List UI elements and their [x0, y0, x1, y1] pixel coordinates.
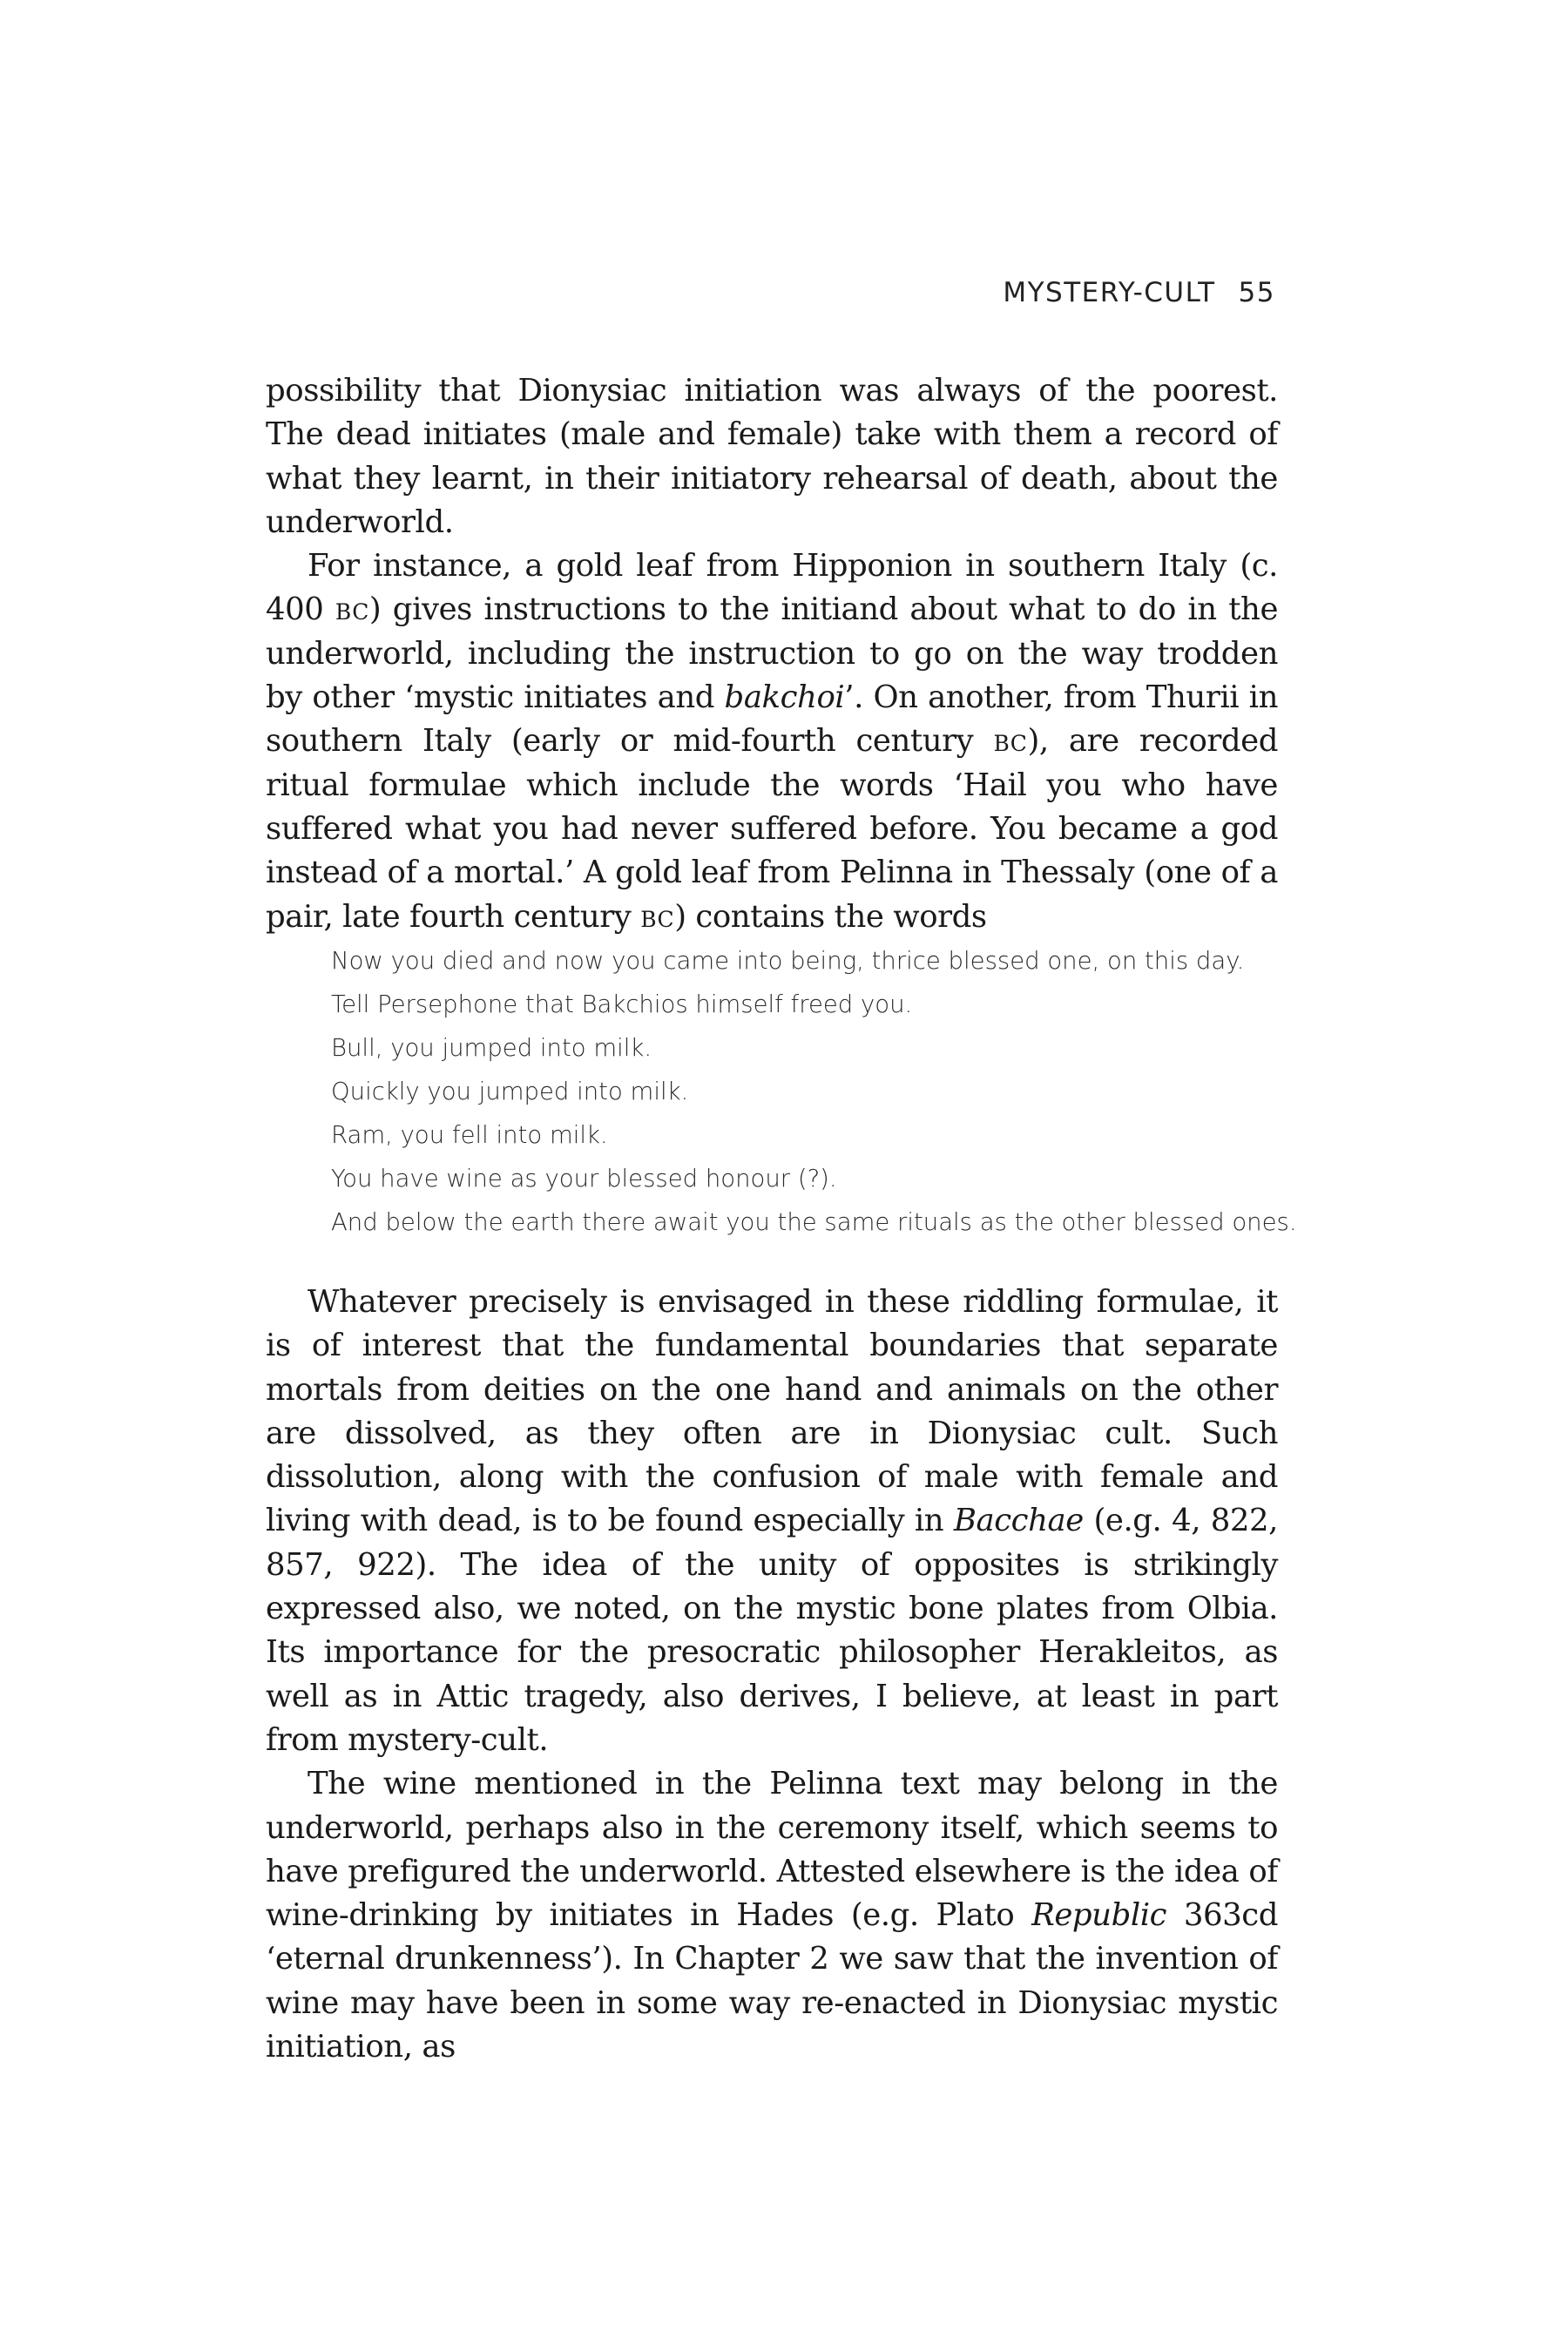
page-number: 55 — [1238, 277, 1275, 308]
chapter-title: MYSTERY-CULT — [1003, 277, 1216, 308]
text-run: For instance, a gold leaf from Hipponion in southern Italy (c. 400 — [266, 548, 1278, 628]
quote-line: Ram, you fell into milk. — [331, 1121, 608, 1149]
text-run: (e.g. 4, 822, 857, 922). The idea of the unity of opposites is strikingly expressed also, we noted, on the mystic bone plates from Olbia. Its importance for the presocratic philosopher Herakleitos, as well as in Attic tragedy, also derives, I believe, at least in part from mystery-cult. — [266, 1503, 1278, 1758]
paragraph-1: possibility that Dionysiac initiation was always of the poorest. The dead initiates (male and female) take with them a record of what they learnt, in their initiatory rehearsal of death, about the underworld. — [266, 373, 1278, 540]
text-run: ) contains the words — [674, 898, 987, 935]
quote-line: You have wine as your blessed honour (?). — [331, 1165, 837, 1193]
era-abbreviation: bc — [335, 591, 369, 628]
quote-line: Tell Persephone that Bakchios himself freed you. — [331, 990, 913, 1018]
era-abbreviation: bc — [640, 898, 675, 935]
text-run: ) gives instructions to the initiand about what to do in the underworld, including the instruction to go on the way trodden by other ‘mystic initiates and — [266, 591, 1278, 716]
body-text-bottom — [266, 1281, 1278, 2069]
text-run: Whatever precisely is envisaged in these riddling formulae, it is of interest that the fundamental boundaries that separate mortals from deities on the one hand and animals on the other are dissolved, as they often are in Dionysiac cult. Such dissolution, along with the confusion of male with female and living with dead, is to be found especially in — [266, 1284, 1278, 1539]
quote-line: Quickly you jumped into milk. — [331, 1078, 689, 1105]
block-quote — [331, 939, 1298, 1244]
italic-title: Republic — [1031, 1897, 1167, 1934]
italic-title: Bacchae — [953, 1503, 1084, 1539]
paragraph-4 — [266, 1762, 1278, 2069]
text-run: ), are recorded ritual formulae which include the words ‘Hail you who have suffered what you had never suffered before. You became a god instead of a mortal.’ A gold leaf from Pelinna in Thessaly (one of a pair, late fourth century — [266, 723, 1278, 935]
era-abbreviation: bc — [993, 723, 1028, 760]
body-text-top — [266, 369, 1278, 939]
italic-term: bakchoi — [724, 679, 845, 716]
paragraph-3 — [266, 1281, 1278, 1762]
quote-line: Bull, you jumped into milk. — [331, 1034, 652, 1062]
paragraph-2 — [266, 544, 1278, 939]
text-run: The wine mentioned in the Pelinna text may belong in the underworld, perhaps also in the ceremony itself, which seems to have prefigured the underworld. Attested elsewhere is the idea of wine-drinking by initiates in Hades (e.g. Plato — [266, 1766, 1278, 1934]
text-run: 363cd ‘eternal drunkenness’). In Chapter 2 we saw that the invention of wine may have been in some way re-enacted in Dionysiac mystic initiation, as — [266, 1897, 1278, 2065]
text-run: ’. On another, from Thurii in southern Italy (early or mid-fourth century — [266, 679, 1279, 760]
quote-line: Now you died and now you came into being, thrice blessed one, on this day. — [331, 947, 1245, 975]
running-head — [1003, 277, 1275, 308]
quote-line: And below the earth there await you the same rituals as the other blessed ones. — [331, 1208, 1297, 1236]
